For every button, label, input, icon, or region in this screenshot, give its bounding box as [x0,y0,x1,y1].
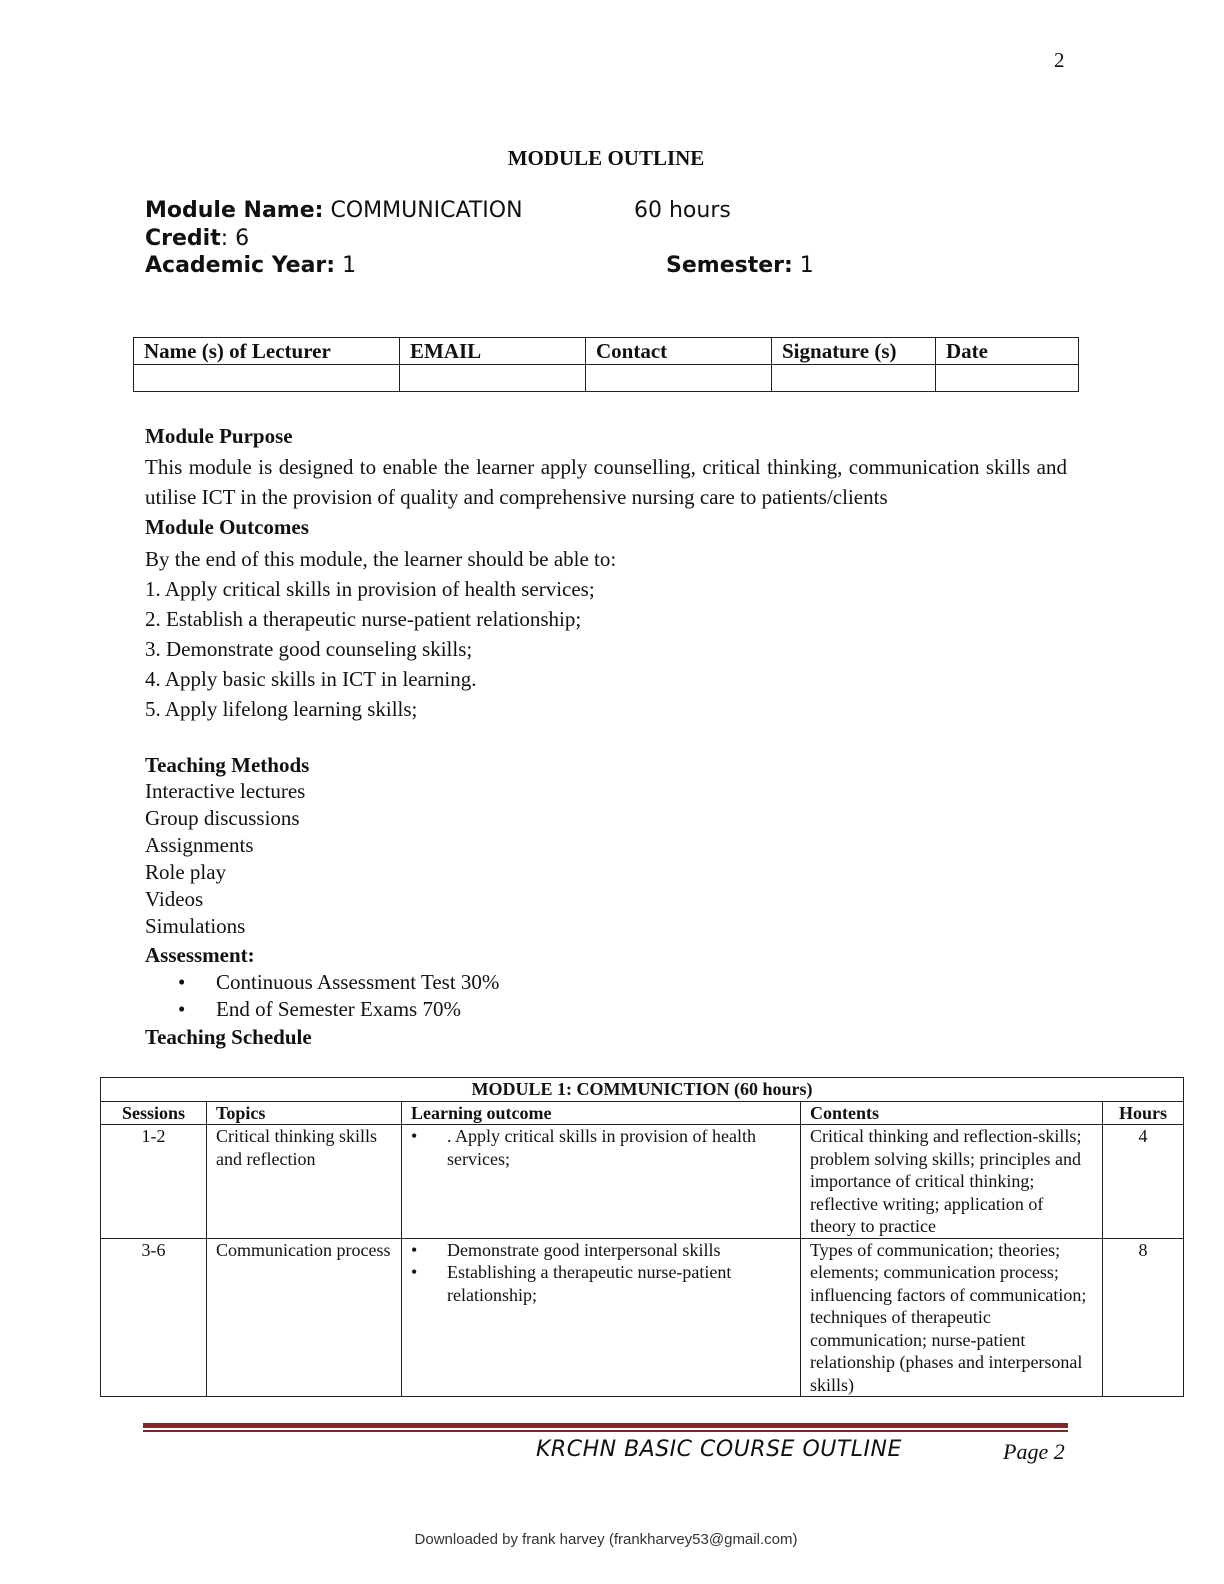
list-item: 5. Apply lifelong learning skills; [145,697,418,721]
module-name [145,198,523,223]
semester-value: 1 [799,253,814,278]
assessment-item-text: End of Semester Exams 70% [216,997,461,1021]
email-header: EMAIL [400,338,586,365]
contents-cell: Critical thinking and reflection-skills; problem solving skills; principles and importance of critical thinking; reflective writing; application of theory to practice [801,1125,1103,1239]
learning-outcome-list [411,1125,791,1170]
assessment-item-text: Continuous Assessment Test 30% [216,970,500,994]
contents-header: Contents [801,1101,1103,1125]
teaching-schedule-heading: Teaching Schedule [145,1025,312,1049]
hours-cell: 4 [1103,1125,1184,1239]
footer-course-title: KRCHN BASIC COURSE OUTLINE [536,1437,902,1462]
sessions-cell: 3-6 [101,1238,207,1397]
bullet-icon: • [411,1262,418,1282]
footer-rule-thin [143,1430,1068,1432]
lecturer-table-header-row [134,338,1079,365]
list-item [411,1239,791,1262]
teaching-schedule-table [100,1077,1184,1397]
module-hours: 60 hours [634,198,731,223]
topic-cell: Critical thinking skills and reflection [207,1125,402,1239]
schedule-title-row [101,1078,1184,1102]
list-item: Simulations [145,914,246,938]
teaching-methods-list [145,778,305,940]
outcomes-intro: By the end of this module, the learner should be able to: [145,547,617,571]
table-row [101,1125,1184,1239]
list-item: Interactive lectures [145,779,306,803]
list-item: 4. Apply basic skills in ICT in learning. [145,667,477,691]
sessions-cell: 1-2 [101,1125,207,1239]
topics-header: Topics [207,1101,402,1125]
semester-label: Semester: [666,253,793,278]
schedule-title: MODULE 1: COMMUNICTION (60 hours) [101,1078,1184,1102]
list-item: Videos [145,887,204,911]
assessment-heading: Assessment: [145,943,255,967]
page-number: 2 [1054,48,1065,72]
hours-cell: 8 [1103,1238,1184,1397]
footer-page-number: Page 2 [1003,1439,1065,1464]
topic-cell: Communication process [207,1238,402,1397]
academic-year [145,253,356,278]
purpose-heading: Module Purpose [145,424,293,448]
bullet-icon: • [411,1239,418,1260]
learning-outcome-header: Learning outcome [402,1101,801,1125]
module-name-label: Module Name: [145,198,324,223]
list-item: 1. Apply critical skills in provision of health services; [145,577,595,601]
list-item: 2. Establish a therapeutic nurse-patient relationship; [145,607,582,631]
lecturer-name-cell[interactable] [134,365,400,392]
assessment-list [178,969,499,1023]
academic-year-label: Academic Year: [145,253,336,278]
learning-outcome-text: Demonstrate good interpersonal skills [447,1239,721,1260]
schedule-header-row [101,1101,1184,1125]
footer-rule [143,1423,1068,1428]
table-row [101,1238,1184,1397]
date-header: Date [936,338,1079,365]
document-title: MODULE OUTLINE [507,146,705,170]
list-item [178,969,499,996]
learning-outcome-list [411,1239,791,1307]
credit-label: Credit [145,226,221,251]
module-credit [145,226,249,251]
download-note: Downloaded by frank harvey (frankharvey53@gmail.com) [414,1531,798,1548]
lecturer-table [133,337,1079,392]
contact-cell[interactable] [586,365,772,392]
bullet-icon: • [178,997,186,1021]
semester [666,253,814,278]
outcomes-list [145,544,616,724]
lecturer-table-empty-row [134,365,1079,392]
outcomes-heading: Module Outcomes [145,515,309,539]
credit-value: : 6 [220,226,250,251]
lecturer-name-header: Name (s) of Lecturer [134,338,400,365]
contents-cell: Types of communication; theories; elements; communication process; influencing factors of communication; techniques of therapeutic communication; nurse-patient relationship (phases and interpersonal skills) [801,1238,1103,1397]
signature-cell[interactable] [772,365,936,392]
date-cell[interactable] [936,365,1079,392]
contact-header: Contact [586,338,772,365]
teaching-methods-heading: Teaching Methods [145,753,310,777]
list-item [411,1125,791,1170]
list-item: 3. Demonstrate good counseling skills; [145,637,473,661]
academic-year-value: 1 [342,253,357,278]
email-cell[interactable] [400,365,586,392]
learning-outcome-text: Establishing a therapeutic nurse-patient relationship; [447,1262,732,1305]
learning-outcome-cell [402,1238,801,1397]
bullet-icon: • [411,1126,418,1146]
bullet-icon: • [178,970,186,994]
list-item: Assignments [145,833,254,857]
learning-outcome-cell [402,1125,801,1239]
list-item: Group discussions [145,806,300,830]
module-name-value: COMMUNICATION [330,198,523,223]
learning-outcome-text: . Apply critical skills in provision of health services; [447,1126,756,1169]
list-item: Role play [145,860,227,884]
sessions-header: Sessions [101,1101,207,1125]
signature-header: Signature (s) [772,338,936,365]
purpose-text: This module is designed to enable the learner apply counselling, critical thinking, communication skills and utilise ICT in the provision of quality and comprehensive nursing care to patients/clients [145,455,1067,509]
list-item [178,996,499,1023]
list-item [411,1261,791,1306]
hours-header: Hours [1103,1101,1184,1125]
